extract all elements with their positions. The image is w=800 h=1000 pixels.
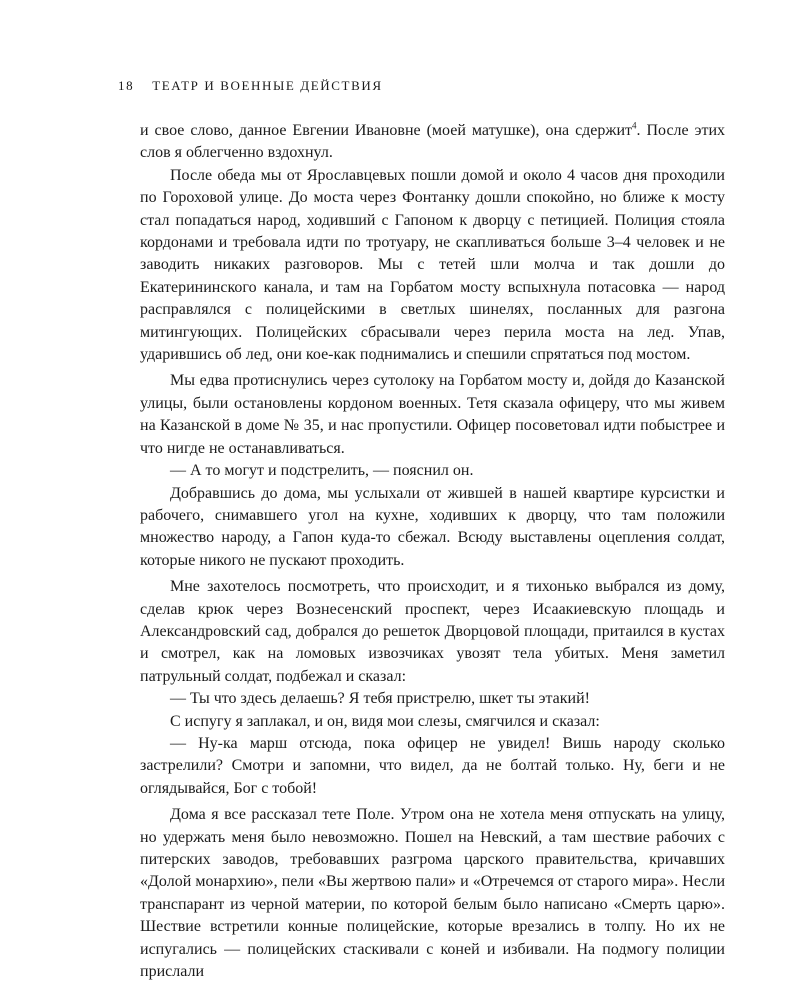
paragraph: С испугу я заплакал, и он, видя мои слезы, смягчился и сказал:	[170, 712, 600, 730]
paragraph: Добравшись до дома, мы услыхали от жившей в нашей квартире курсистки и рабочего, снимавшего угол на кухне, ходивших к дворцу, что там положили множество народу, а Гапон куда-то сбежал. Всюду выставлены оцепления солдат, которые никого не пускают проходить.	[140, 484, 725, 569]
running-head	[118, 78, 383, 94]
paragraph: Мне захотелось посмотреть, что происходит, и я тихонько выбрался из дому, сделав крюк через Вознесенский проспект, через Исаакиевскую площадь и Александровский сад, добрался до решеток Дворцовой площади, притаился в кустах и смотрел, как на ломовых извозчиках увозят тела убитых. Меня заметил патрульный солдат, подбежал и сказал:	[140, 578, 725, 685]
paragraph: Дома я все рассказал тете Поле. Утром она не хотела меня отпускать на улицу, но удержать меня было невозможно. Пошел на Невский, а там шествие рабочих с питерских заводов, требовавших разгрома царского правительства, кричавших «Долой монархию», пели «Вы жертвою пали» и «Отречемся от старого мира». Несли транспарант из черной материи, по которой белым было написано «Смерть царю». Шествие встретили конные полицейские, которые врезались в толпу. Но их не испугались — полицейских стаскивали с коней и избивали. На подмогу полиции прислали	[140, 806, 725, 981]
paragraph-text: и свое слово, данное Евгении Ивановне (моей матушке), она сдержит	[140, 122, 633, 139]
footnote-ref[interactable]: 4	[632, 120, 637, 131]
paragraph: Мы едва протиснулись через сутолоку на Горбатом мосту и, дойдя до Казанской улицы, были остановлены кордоном военных. Тетя сказала офицеру, что мы живем на Казанской в доме № 35, и нас пропустили. Офицер посоветовал идти побыстрее и что нигде не останавливаться.	[140, 372, 725, 457]
paragraph: После обеда мы от Ярославцевых пошли домой и около 4 часов дня проходили по Гороховой улице. До моста через Фонтанку дошли спокойно, но ближе к мосту стал попадаться народ, ходивший с Гапоном к дворцу с петицией. Полиция стояла кордонами и требовала идти по тротуару, не скапливаться больше 3–4 человек и не заводить никаких разговоров. Мы с тетей шли молча и так дошли до Екатерининского канала, и там на Горбатом мосту вспыхнула потасовка — народ расправлялся с полицейскими в светлых шинелях, посланных для разгона митингующих. Полицейских сбрасывали через перила моста на лед. Упав, ударившись об лед, они кое-как поднимались и спешили спрятаться под мостом.	[140, 166, 725, 364]
paragraph-text: . После этих слов я облегченно вздохнул.	[140, 122, 726, 162]
paragraph	[140, 120, 725, 165]
page-number: 18	[118, 78, 135, 93]
dialogue-line: — А то могут и подстрелить, — пояснил он.	[170, 462, 474, 480]
dialogue-line: — Ты что здесь делаешь? Я тебя пристрелю, шкет ты этакий!	[170, 690, 591, 708]
running-title: ТЕАТР И ВОЕННЫЕ ДЕЙСТВИЯ	[152, 78, 383, 93]
dialogue-line: — Ну-ка марш отсюда, пока офицер не увидел! Вишь народу сколько застрелили? Смотри и запомни, что видел, да не болтай только. Ну, беги и не оглядывайся, Бог с тобой!	[140, 734, 725, 797]
body-text	[140, 120, 725, 983]
